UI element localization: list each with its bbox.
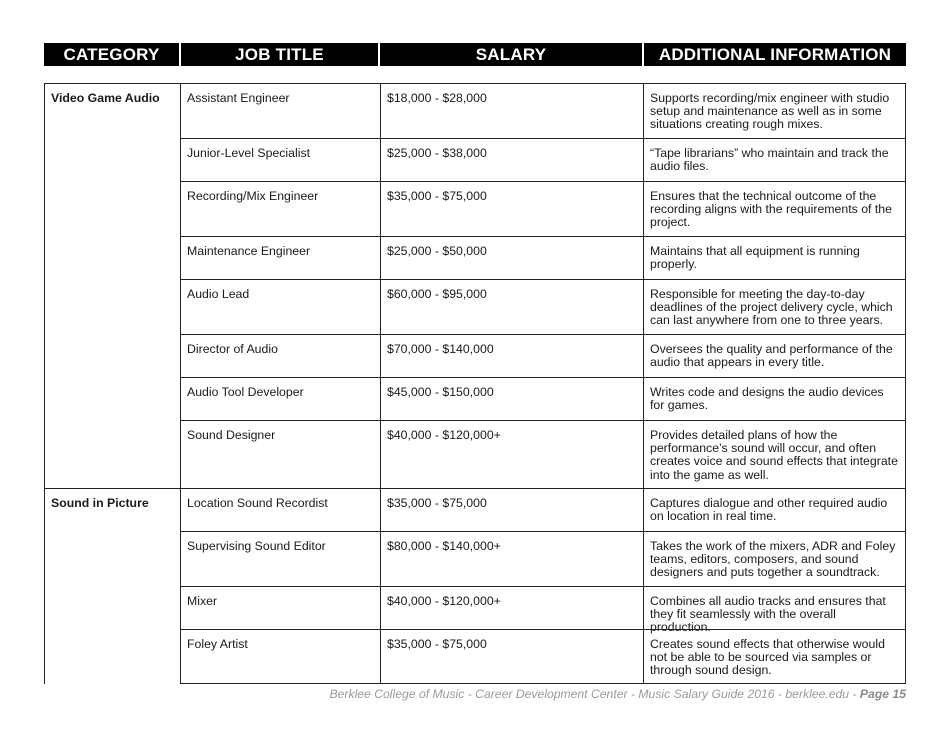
additional-info-cell: Captures dialogue and other required audio on location in real time. [643,488,906,531]
table-row [44,181,906,236]
salary-cell: $70,000 - $140,000 [380,334,643,377]
category-cell [44,420,180,488]
additional-info-cell: Supports recording/mix engineer with studio setup and maintenance as well as in some situations creating rough mixes. [643,83,906,138]
additional-info-cell: Ensures that the technical outcome of the recording aligns with the requirements of the project. [643,181,906,236]
additional-info-cell: Responsible for meeting the day-to-day deadlines of the project delivery cycle, which can last anywhere from one to three years. [643,279,906,334]
category-cell [44,181,180,236]
salary-cell: $40,000 - $120,000+ [380,586,643,629]
table-row [44,629,906,684]
category-cell [44,279,180,334]
additional-info-cell: Writes code and designs the audio devices for games. [643,377,906,420]
table-row [44,531,906,586]
header-additional-information: ADDITIONAL INFORMATION [644,43,906,66]
header-salary: SALARY [380,43,642,66]
salary-cell: $25,000 - $38,000 [380,138,643,181]
additional-info-cell: Creates sound effects that otherwise would not be able to be sourced via samples or through sound design. [643,629,906,684]
page-number: Page 15 [859,687,906,701]
job-title-cell: Director of Audio [180,334,380,377]
category-cell: Sound in Picture [44,488,180,531]
table-row [44,488,906,531]
page-footer [0,687,906,701]
table-row [44,279,906,334]
table-row [44,377,906,420]
salary-cell: $18,000 - $28,000 [380,83,643,138]
salary-cell: $25,000 - $50,000 [380,236,643,279]
additional-info-cell: Provides detailed plans of how the performance’s sound will occur, and often creates voice and sound effects that integrate into the game as well. [643,420,906,488]
job-title-cell: Assistant Engineer [180,83,380,138]
job-title-cell: Mixer [180,586,380,629]
additional-info-cell: Combines all audio tracks and ensures that they fit seamlessly with the overall production. [643,586,906,629]
additional-info-cell: Oversees the quality and performance of the audio that appears in every title. [643,334,906,377]
category-cell [44,377,180,420]
category-cell: Video Game Audio [44,83,180,138]
salary-table [44,83,906,684]
job-title-cell: Audio Lead [180,279,380,334]
salary-cell: $35,000 - $75,000 [380,488,643,531]
additional-info-cell: Takes the work of the mixers, ADR and Foley teams, editors, composers, and sound designers and puts together a soundtrack. [643,531,906,586]
table-row [44,83,906,138]
job-title-cell: Location Sound Recordist [180,488,380,531]
table-row [44,586,906,635]
job-title-cell: Recording/Mix Engineer [180,181,380,236]
category-cell [44,334,180,377]
header-category: CATEGORY [44,43,179,66]
salary-cell: $40,000 - $120,000+ [380,420,643,488]
additional-info-cell: Maintains that all equipment is running properly. [643,236,906,279]
category-cell [44,531,180,586]
table-row [44,334,906,377]
job-title-cell: Junior-Level Specialist [180,138,380,181]
footer-text: Berklee College of Music - Career Development Center - Music Salary Guide 2016 - berklee.edu - [329,687,860,701]
additional-info-cell: “Tape librarians” who maintain and track the audio files. [643,138,906,181]
table-row [44,236,906,279]
table-header [44,43,906,66]
salary-cell: $35,000 - $75,000 [380,629,643,684]
header-job-title: JOB TITLE [181,43,378,66]
salary-cell: $80,000 - $140,000+ [380,531,643,586]
category-cell [44,629,180,684]
salary-cell: $60,000 - $95,000 [380,279,643,334]
category-cell [44,586,180,629]
table-row [44,420,906,488]
job-title-cell: Foley Artist [180,629,380,684]
job-title-cell: Maintenance Engineer [180,236,380,279]
salary-cell: $45,000 - $150,000 [380,377,643,420]
category-cell [44,138,180,181]
job-title-cell: Audio Tool Developer [180,377,380,420]
salary-cell: $35,000 - $75,000 [380,181,643,236]
job-title-cell: Sound Designer [180,420,380,488]
job-title-cell: Supervising Sound Editor [180,531,380,586]
table-row [44,138,906,181]
category-cell [44,236,180,279]
